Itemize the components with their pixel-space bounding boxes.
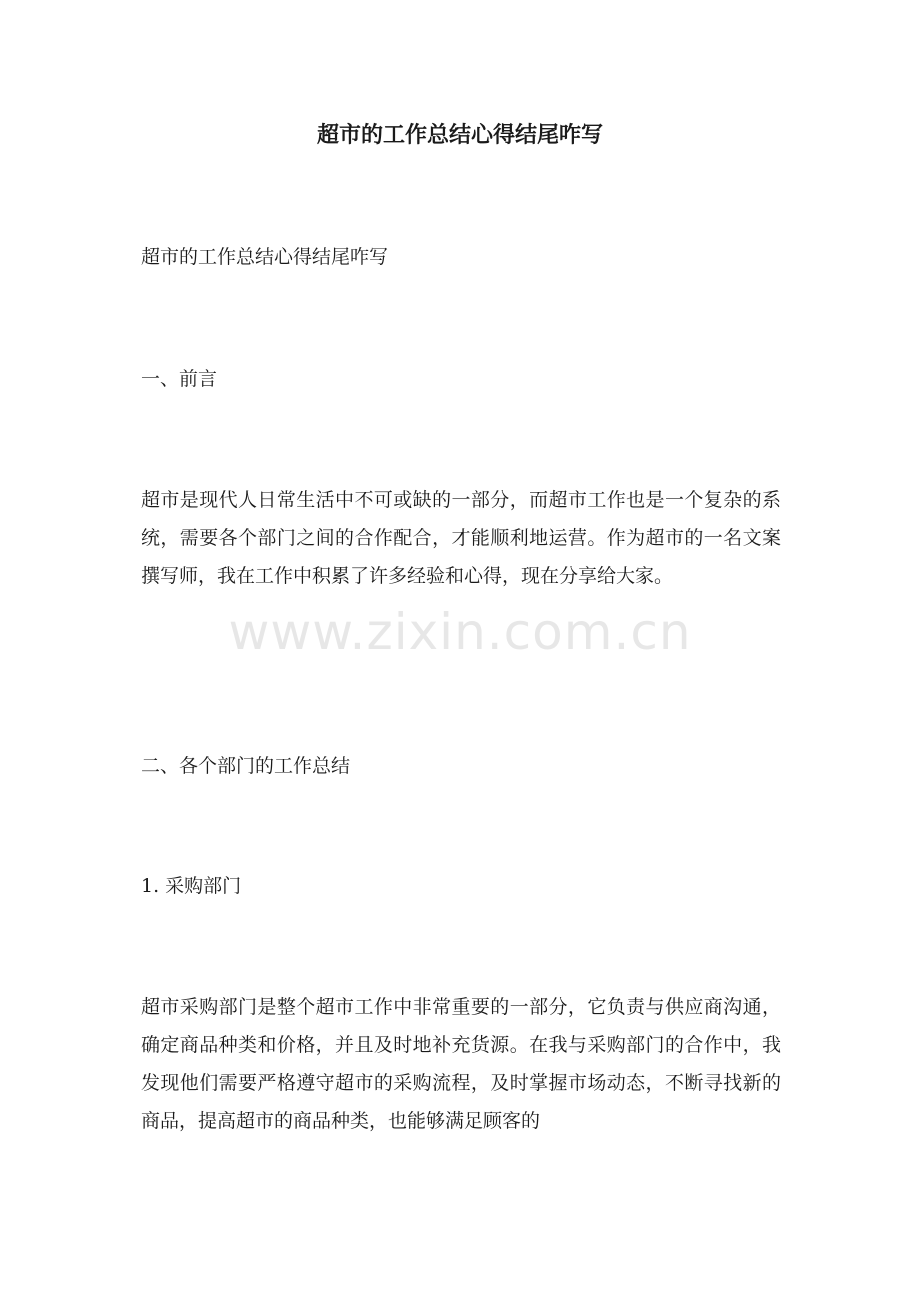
paragraph-purchasing: 超市采购部门是整个超市工作中非常重要的一部分，它负责与供应商沟通，确定商品种类和价格，并且及时地补充货源。在我与采购部门的合作中，我发现他们需要严格遵守超市的采购流程，及时掌握市场动态，不断寻找新的商品，提高超市的商品种类，也能够满足顾客的 [141,996,781,1132]
document-title: 超市的工作总结心得结尾咋写 [316,122,603,148]
watermark: www.zixin.com.cn [228,603,692,661]
paragraph-preface: 超市是现代人日常生活中不可或缺的一部分，而超市工作也是一个复杂的系统，需要各个部门之间的合作配合，才能顺利地运营。作为超市的一名文案撰写师，我在工作中积累了许多经验和心得，现在分享给大家。 [141,489,781,587]
document-subtitle: 超市的工作总结心得结尾咋写 [141,246,389,268]
section-heading-preface: 一、前言 [141,368,218,390]
subsection-heading-purchasing: 1. 采购部门 [141,875,242,897]
section-heading-department-summary: 二、各个部门的工作总结 [141,755,351,777]
